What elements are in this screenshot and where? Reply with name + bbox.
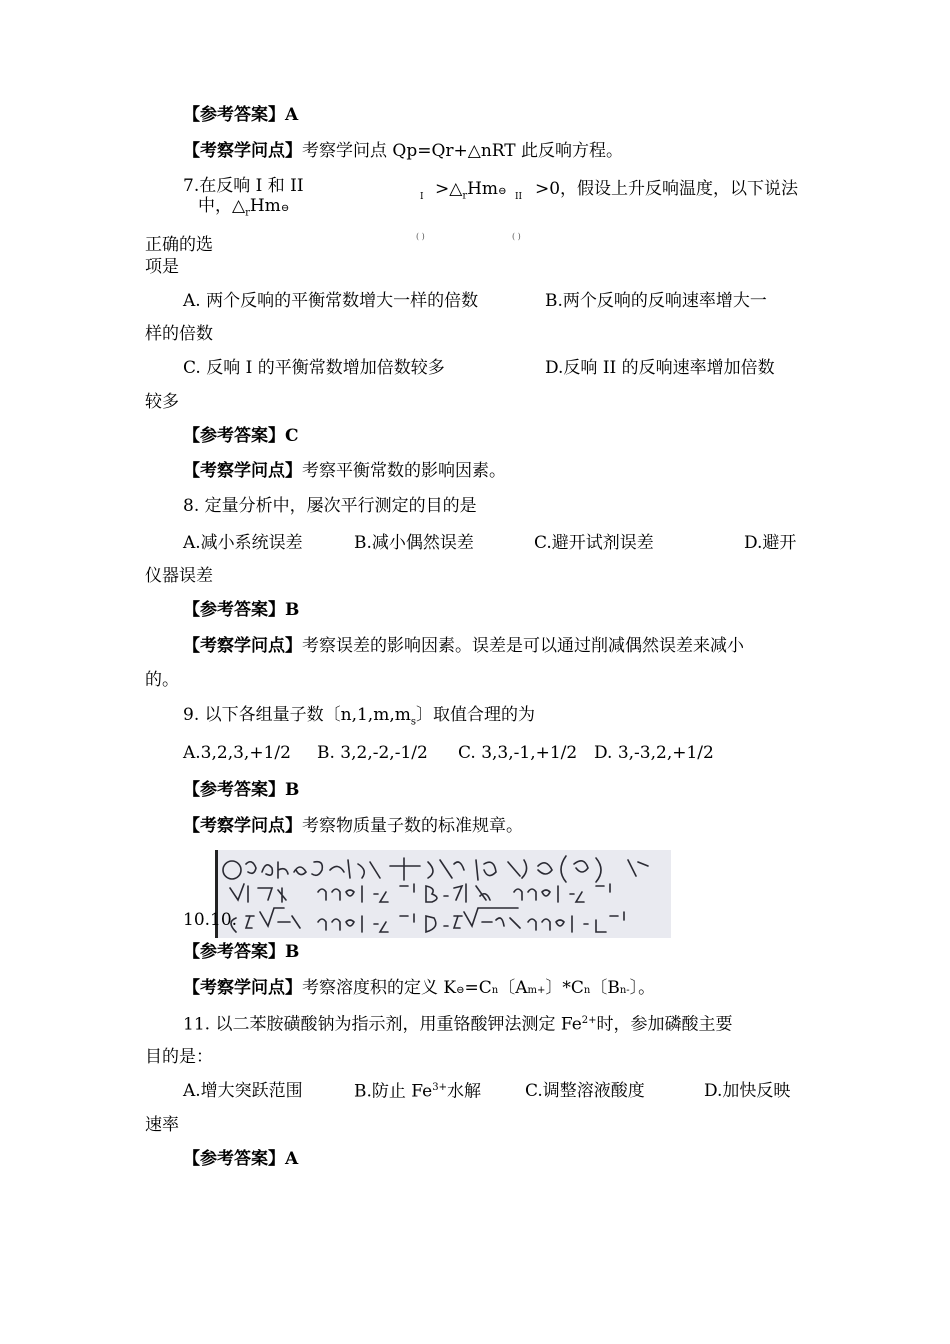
- q9-option-c: C. 3,3,-1,+1/2: [458, 743, 578, 763]
- q11-option-a: A.增大突跃范围: [183, 1081, 303, 1101]
- q10-number: 10.10.: [183, 910, 238, 930]
- q9-stem: 9. 以下各组量子数〔$n,1,m,m_s$〕取值合理的为: [183, 705, 535, 728]
- q9-answer: 【参考答案】B: [183, 780, 300, 800]
- q7-paren-2: ( ): [512, 232, 521, 241]
- q7-stem-tail: >0，假设上升反响温度，以下说法: [535, 179, 799, 199]
- q8-knowledge-point: 【考察学问点】考察误差的影响因素。误差是可以通过削减偶然误差来减小: [183, 636, 744, 656]
- q7-sub-I: I: [420, 192, 424, 202]
- q8-option-a: A.减小系统误差: [183, 533, 303, 553]
- q7-answer: 【参考答案】C: [183, 426, 299, 446]
- answer-tag: 【参考答案】: [183, 105, 285, 125]
- q7-option-b-cont: 样的倍数: [145, 324, 213, 344]
- q9-option-d: D. 3,-3,2,+1/2: [594, 743, 714, 763]
- q7-stem-mid: $>\triangle_rHm⊖$: [435, 179, 507, 202]
- q8-option-d-cont: 仪器误差: [145, 566, 213, 586]
- q8-option-b: B.减小偶然误差: [354, 533, 474, 553]
- handwriting-graphic: [218, 850, 671, 938]
- q11-option-c: C.调整溶液酸度: [525, 1081, 645, 1101]
- q7-paren-1: ( ): [416, 232, 425, 241]
- point-tag: 【考察学问点】: [183, 141, 302, 161]
- q7-option-c: C. 反响 I 的平衡常数增加倍数较多: [183, 358, 445, 378]
- q7-knowledge-point: 【考察学问点】考察平衡常数的影响因素。: [183, 461, 506, 481]
- q11-answer: 【参考答案】A: [183, 1149, 299, 1169]
- q11-option-b: B.防止 $Fe^{3+}$水解: [354, 1081, 481, 1102]
- q6-knowledge-point: [183, 143, 623, 160]
- q7-stem-line1: 7.在反响 I 和 II: [183, 176, 304, 196]
- q9-knowledge-point: 【考察学问点】考察物质量子数的标准规章。: [183, 816, 523, 836]
- q8-stem: 8. 定量分析中，屡次平行测定的目的是: [183, 496, 477, 516]
- q7-stem-line1b: 中，$\triangle_rHm⊖$: [198, 196, 290, 219]
- q8-option-c: C.避开试剂误差: [534, 533, 654, 553]
- q10-handwritten-image: [215, 850, 671, 938]
- q8-knowledge-point-cont: 的。: [145, 670, 179, 690]
- q7-stem-line3: 项是: [145, 257, 179, 277]
- q8-answer: 【参考答案】B: [183, 600, 300, 620]
- q7-option-d-cont: 较多: [145, 392, 179, 412]
- q7-sub-II: II: [515, 192, 523, 202]
- q6-answer: [183, 107, 298, 124]
- q11-stem-cont: 目的是：: [145, 1047, 213, 1067]
- q7-option-b: B.两个反响的反响速率增大一: [545, 291, 767, 311]
- q11-stem: 11. 以二苯胺磺酸钠为指示剂，用重铬酸钾法测定 $Fe^{2+}$时，参加磷酸主要: [183, 1014, 733, 1035]
- q11-option-d-cont: 速率: [145, 1115, 179, 1135]
- q10-knowledge-point: 【考察学问点】考察溶度积的定义 K⊖=Cn〔Am+〕*Cn〔Bn-〕。: [183, 978, 656, 998]
- point-text: 考察学问点 Qp=Qr+△nRT 此反响方程。: [302, 141, 624, 161]
- q9-option-a: A.3,2,3,+1/2: [183, 743, 291, 763]
- q7-option-d: D.反响 II 的反响速率增加倍数: [545, 358, 775, 378]
- q9-option-b: B. 3,2,-2,-1/2: [317, 743, 428, 763]
- q10-answer: 【参考答案】B: [183, 942, 300, 962]
- q7-stem-line2: 正确的选: [145, 235, 213, 255]
- q7-option-a: A. 两个反响的平衡常数增大一样的倍数: [183, 291, 479, 311]
- answer-value: A: [285, 105, 299, 125]
- q11-option-d: D.加快反映: [704, 1081, 791, 1101]
- q8-option-d: D.避开: [744, 533, 797, 553]
